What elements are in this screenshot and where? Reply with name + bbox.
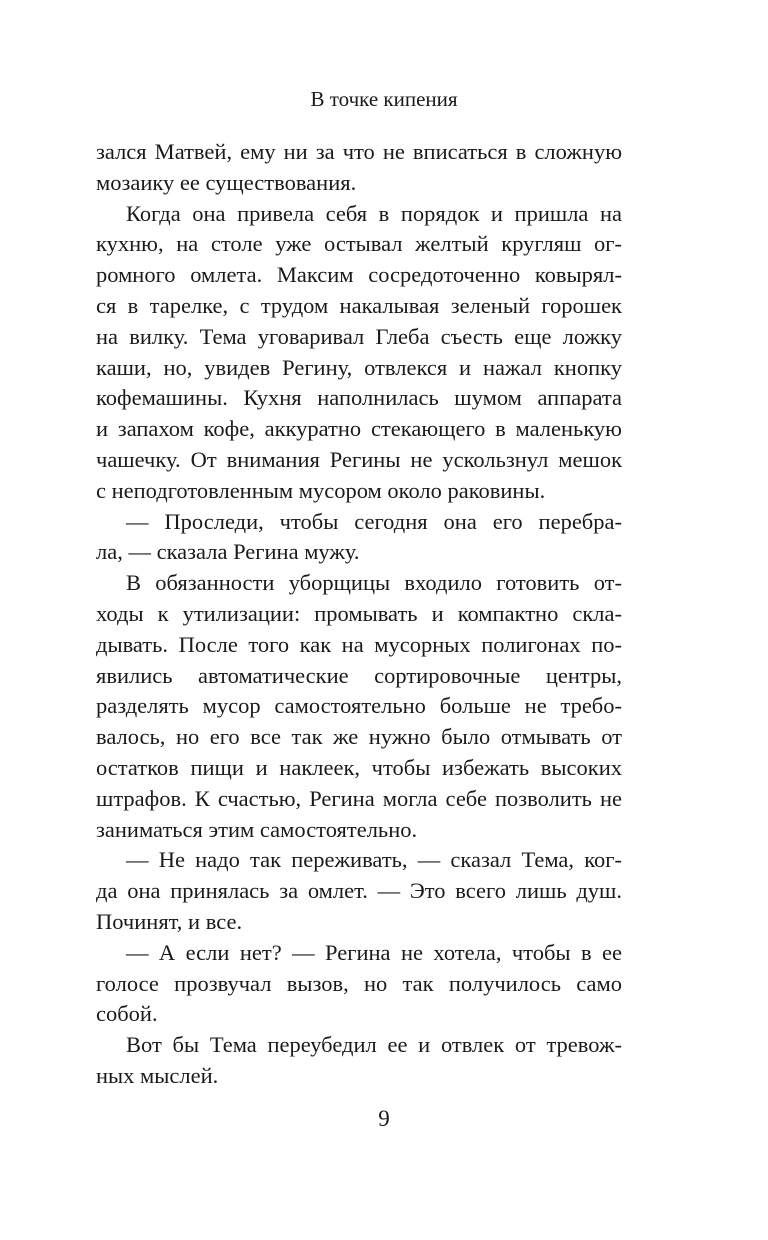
text-line: зался Матвей, ему ни за что не вписаться в сложную: [96, 139, 622, 164]
text-line: разделять мусор самостоятельно больше не требо-: [96, 693, 622, 719]
text-line: — А если нет? — Регина не хотела, чтобы в ее: [126, 939, 622, 965]
text-line: каши, но, увидев Регину, отвлекся и нажал кнопку: [96, 354, 622, 380]
text-line: ных мыслей.: [96, 1062, 219, 1088]
text-line: на вилку. Тема уговаривал Глеба съесть еще ложку: [96, 323, 622, 349]
text-line: кухню, на столе уже остывал желтый кругляш ог-: [96, 231, 622, 257]
text-line: дывать. После того как на мусорных полигонах по-: [96, 631, 622, 657]
text-line: да она принялась за омлет. — Это всего лишь душ.: [96, 878, 622, 904]
text-line: чашечку. От внимания Регины не ускользнул мешок: [96, 446, 622, 472]
text-line: штрафов. К счастью, Регина могла себе позволить не: [96, 785, 622, 811]
text-line: Когда она привела себя в порядок и пришла на: [126, 200, 622, 226]
text-line: ромного омлета. Максим сосредоточенно ковырял-: [96, 262, 622, 288]
text-line: — Проследи, чтобы сегодня она его перебра-: [126, 508, 622, 534]
text-line: и запахом кофе, аккуратно стекающего в маленькую: [96, 416, 622, 442]
text-line: голосе прозвучал вызов, но так получилось само: [96, 970, 622, 996]
text-line: с неподготовленным мусором около раковины.: [96, 477, 546, 503]
text-line: ла, — сказала Регина мужу.: [96, 539, 360, 565]
text-line: В обязанности уборщицы входило готовить от-: [126, 570, 622, 596]
text-line: заниматься этим самостоятельно.: [96, 816, 418, 842]
text-line: кофемашины. Кухня наполнилась шумом аппарата: [96, 385, 622, 411]
body-text: [96, 137, 622, 1092]
text-line: явились автоматические сортировочные центры,: [96, 662, 622, 688]
text-line: остатков пищи и наклеек, чтобы избежать высоких: [96, 754, 622, 780]
page-number: 9: [378, 1106, 390, 1131]
text-line: ся в тарелке, с трудом накалывая зеленый горошек: [96, 292, 622, 318]
text-line: собой.: [96, 1001, 158, 1027]
text-line: валось, но его все так же нужно было отмывать от: [96, 724, 622, 750]
running-title: В точке кипения: [310, 87, 458, 111]
text-line: Починят, и все.: [96, 908, 243, 934]
text-line: Вот бы Тема переубедил ее и отвлек от тревож-: [126, 1032, 622, 1058]
text-line: мозаику ее существования.: [96, 169, 357, 195]
text-line: — Не надо так переживать, — сказал Тема, ког-: [126, 847, 622, 873]
text-line: ходы к утилизации: промывать и компактно скла-: [96, 600, 622, 626]
